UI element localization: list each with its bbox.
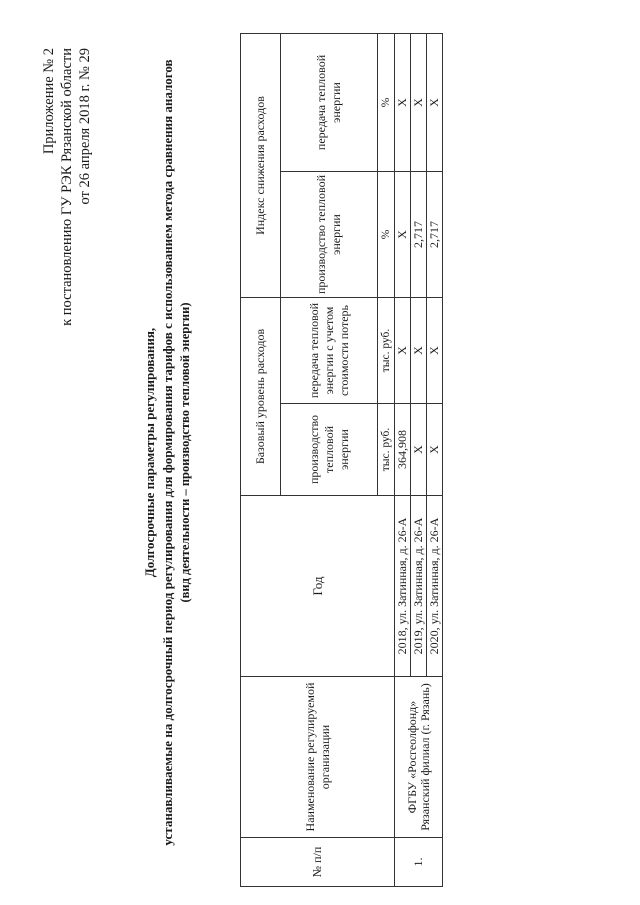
org-name: ФГБУ «Росгеолфонд» Рязанский филиал (г. Рязань) bbox=[395, 677, 443, 838]
value-cell: X bbox=[411, 297, 427, 403]
value-cell: X bbox=[395, 171, 411, 297]
value-cell: X bbox=[411, 404, 427, 496]
value-cell: X bbox=[427, 404, 443, 496]
appendix-line-3: от 26 апреля 2018 г. № 29 bbox=[77, 48, 93, 205]
year-cell: 2018, ул. Затинная, д. 26-А bbox=[395, 496, 411, 677]
document-subtitle: устанавливаемые на долгосрочный период регулирования для формирования тарифов с использованием метода сравнения аналогов bbox=[160, 59, 175, 846]
value-cell: 2,717 bbox=[411, 171, 427, 297]
header-base-group: Базовый уровень расходов bbox=[241, 297, 281, 495]
value-cell: X bbox=[427, 33, 443, 171]
header-index-group: Индекс снижения расходов bbox=[241, 33, 281, 297]
table-row bbox=[395, 33, 411, 886]
header-base-trans: передача тепловой энергии с учетом стоимости потерь bbox=[281, 297, 378, 403]
header-year: Год bbox=[241, 496, 395, 677]
value-cell: 364,908 bbox=[395, 404, 411, 496]
header-index-trans: передача тепловой энергии bbox=[281, 33, 378, 171]
value-cell: X bbox=[411, 33, 427, 171]
year-cell: 2020, ул. Затинная, д. 26-А bbox=[427, 496, 443, 677]
activity-type: (вид деятельности – производство тепловой энергии) bbox=[178, 302, 192, 603]
unit-base-trans: тыс. руб. bbox=[378, 297, 395, 403]
value-cell: 2,717 bbox=[427, 171, 443, 297]
header-index-prod: производство тепловой энергии bbox=[281, 171, 378, 297]
appendix-note bbox=[40, 48, 94, 326]
appendix-line-2: к постановлению ГУ РЭК Рязанской области bbox=[59, 48, 75, 326]
document-title: Долгосрочные параметры регулирования, bbox=[142, 327, 157, 578]
org-num: 1. bbox=[395, 838, 443, 887]
unit-index-prod: % bbox=[378, 171, 395, 297]
year-cell: 2019, ул. Затинная, д. 26-А bbox=[411, 496, 427, 677]
header-org: Наименование регулируемой организации bbox=[241, 677, 395, 838]
unit-base-prod: тыс. руб. bbox=[378, 404, 395, 496]
parameters-table bbox=[240, 33, 443, 887]
header-base-prod: производство тепловой энергии bbox=[281, 404, 378, 496]
appendix-line-1: Приложение № 2 bbox=[41, 48, 57, 155]
unit-index-trans: % bbox=[378, 33, 395, 171]
value-cell: X bbox=[427, 297, 443, 403]
value-cell: X bbox=[395, 297, 411, 403]
value-cell: X bbox=[395, 33, 411, 171]
header-num: № п/п bbox=[241, 838, 395, 887]
